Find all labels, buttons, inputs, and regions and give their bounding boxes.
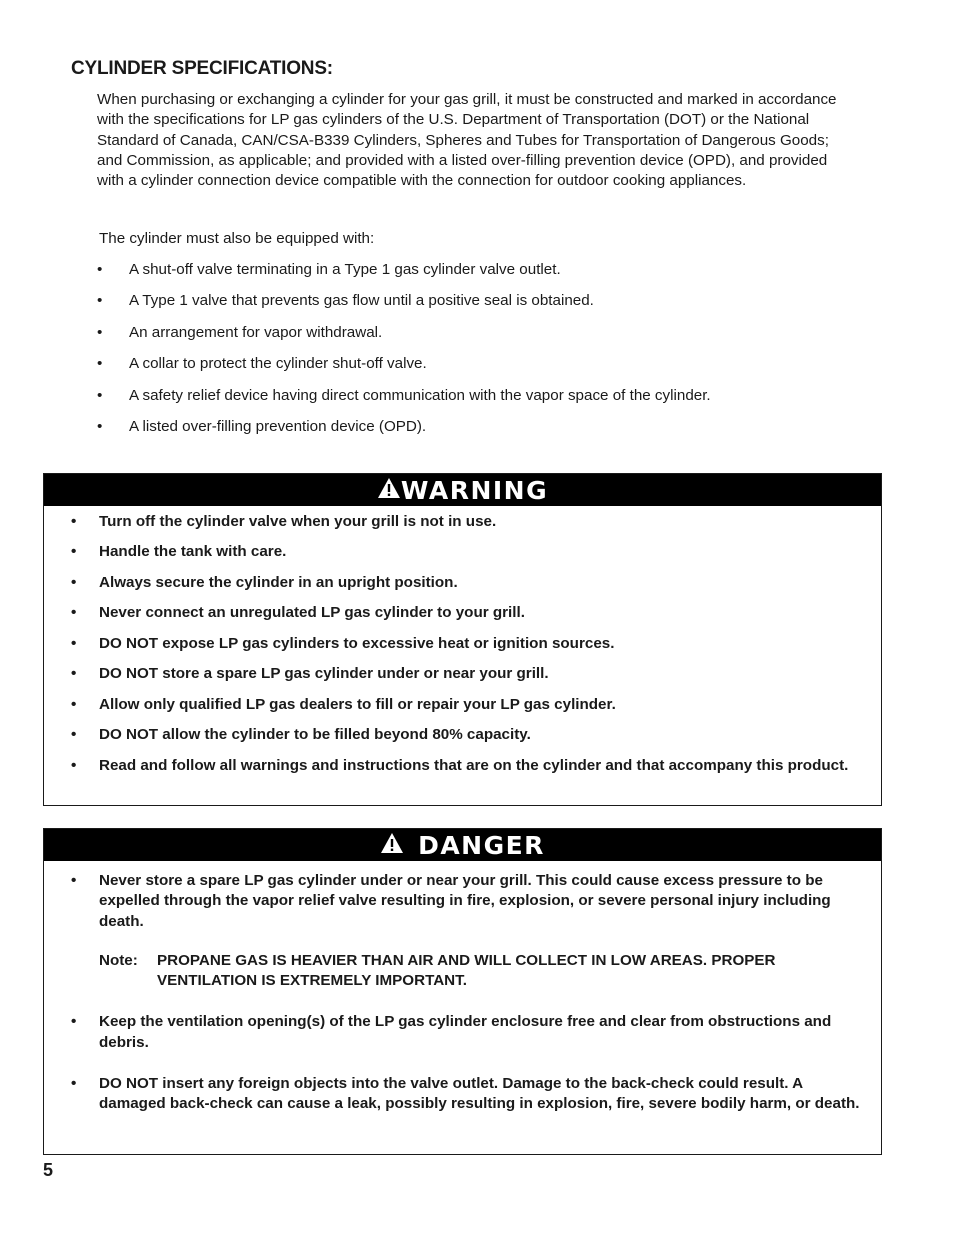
list-item-text: A Type 1 valve that prevents gas flow until a positive seal is obtained. bbox=[129, 292, 594, 310]
list-item-text: Never store a spare LP gas cylinder under or near your grill. This could cause excess pressure to be expelled through the vapor relief valve resulting in fire, explosion, or severe personal injury including death. bbox=[99, 872, 831, 930]
list-item bbox=[97, 291, 857, 322]
warning-box bbox=[43, 473, 882, 806]
list-item bbox=[71, 756, 861, 776]
list-item bbox=[71, 603, 861, 623]
bullet: • bbox=[71, 1075, 77, 1093]
list-item bbox=[71, 695, 861, 715]
warning-triangle-icon bbox=[380, 831, 404, 860]
list-item-text: Always secure the cylinder in an upright position. bbox=[99, 573, 458, 591]
bullet: • bbox=[97, 355, 103, 373]
bullet: • bbox=[71, 756, 77, 774]
note-text: PROPANE GAS IS HEAVIER THAN AIR AND WILL COLLECT IN LOW AREAS. PROPER VENTILATION IS EXTREMELY IMPORTANT. bbox=[157, 951, 776, 990]
list-item-text: Never connect an unregulated LP gas cylinder to your grill. bbox=[99, 604, 525, 622]
list-item bbox=[97, 417, 857, 448]
list-item bbox=[97, 323, 857, 354]
list-item bbox=[97, 260, 857, 291]
list-item-text: A listed over-filling prevention device (OPD). bbox=[129, 417, 427, 435]
note-label: Note: bbox=[99, 951, 138, 969]
danger-title: DANGER bbox=[418, 830, 545, 860]
list-item-text: A shut-off valve terminating in a Type 1 gas cylinder valve outlet. bbox=[129, 261, 561, 278]
bullet: • bbox=[97, 323, 103, 341]
bullet: • bbox=[97, 386, 103, 404]
list-item-text: DO NOT expose LP gas cylinders to excessive heat or ignition sources. bbox=[99, 634, 615, 652]
bullet: • bbox=[97, 417, 103, 435]
list-item-text: DO NOT allow the cylinder to be filled beyond 80% capacity. bbox=[99, 726, 531, 744]
warning-header bbox=[44, 474, 881, 506]
bullet: • bbox=[97, 261, 103, 278]
bullet: • bbox=[71, 1013, 77, 1031]
list-item bbox=[71, 725, 861, 745]
list-item-text: Turn off the cylinder valve when your grill is not in use. bbox=[99, 513, 497, 530]
bullet: • bbox=[97, 292, 103, 310]
section-heading: CYLINDER SPECIFICATIONS: bbox=[71, 58, 333, 79]
list-item bbox=[71, 542, 861, 562]
list-item bbox=[71, 664, 861, 684]
bullet: • bbox=[71, 695, 77, 713]
danger-header bbox=[44, 829, 881, 861]
bullet: • bbox=[71, 726, 77, 744]
list-item-text: Read and follow all warnings and instructions that are on the cylinder and that accompany this product. bbox=[99, 756, 849, 774]
note bbox=[99, 951, 861, 992]
list-item bbox=[71, 512, 861, 532]
equipment-list bbox=[97, 260, 857, 448]
warning-title: WARNING bbox=[400, 475, 549, 505]
bullet: • bbox=[71, 513, 77, 530]
warning-list bbox=[71, 512, 861, 786]
list-item bbox=[71, 573, 861, 593]
list-item-text: A safety relief device having direct communication with the vapor space of the cylinder. bbox=[129, 386, 711, 404]
danger-list bbox=[71, 871, 861, 1115]
warning-triangle-icon bbox=[377, 476, 401, 505]
list-item bbox=[97, 386, 857, 417]
list-item-text: DO NOT insert any foreign objects into the valve outlet. Damage to the back-check could result. A damaged back-check can cause a leak, possibly resulting in explosion, fire, severe bodily harm, or death. bbox=[99, 1075, 860, 1113]
bullet: • bbox=[71, 604, 77, 622]
equipment-lead: The cylinder must also be equipped with: bbox=[99, 230, 375, 247]
danger-box bbox=[43, 828, 882, 1155]
list-item bbox=[71, 871, 861, 991]
list-item-text: Allow only qualified LP gas dealers to fill or repair your LP gas cylinder. bbox=[99, 695, 616, 713]
list-item bbox=[97, 354, 857, 385]
list-item-text: Handle the tank with care. bbox=[99, 543, 287, 561]
list-item bbox=[71, 634, 861, 654]
list-item-text: An arrangement for vapor withdrawal. bbox=[129, 323, 383, 341]
bullet: • bbox=[71, 573, 77, 591]
page-number: 5 bbox=[43, 1160, 54, 1180]
list-item bbox=[71, 1074, 861, 1115]
intro-paragraph: When purchasing or exchanging a cylinder for your gas grill, it must be constructed and marked in accordance with the specifications for LP gas cylinders of the U.S. Department of Transportation (DOT) or the National Standard of Canada, CAN/CSA-B339 Cylinders, Spheres and Tubes for Transportation of Dangerous Goods; and Commission, as applicable; and provided with a listed over-filling prevention device (OPD), and provided with a cylinder connection device compatible with the connection for outdoor cooking appliances. bbox=[97, 91, 837, 190]
list-item-text: Keep the ventilation opening(s) of the LP gas cylinder enclosure free and clear from obstructions and debris. bbox=[99, 1013, 832, 1051]
bullet: • bbox=[71, 665, 77, 683]
bullet: • bbox=[71, 543, 77, 561]
bullet: • bbox=[71, 872, 77, 889]
bullet: • bbox=[71, 634, 77, 652]
list-item bbox=[71, 1012, 861, 1053]
list-item-text: A collar to protect the cylinder shut-off valve. bbox=[129, 355, 427, 373]
list-item-text: DO NOT store a spare LP gas cylinder under or near your grill. bbox=[99, 665, 549, 683]
